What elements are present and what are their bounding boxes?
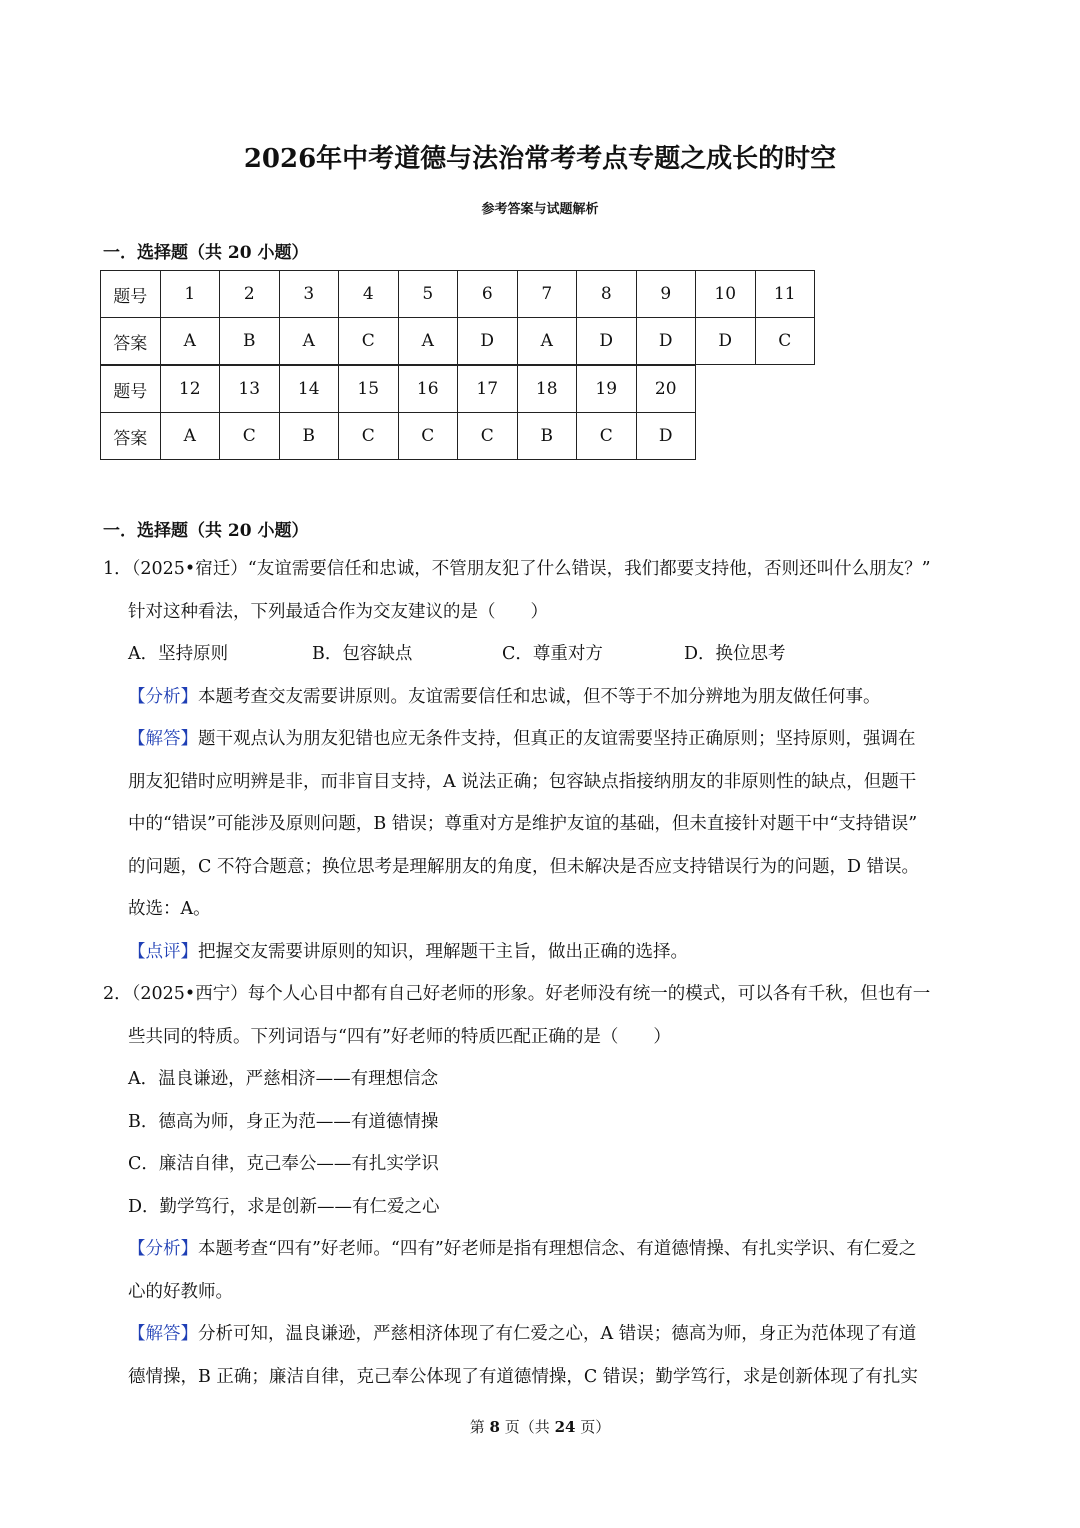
question-number-cell: 13 <box>220 366 280 413</box>
row-label-cell: 答案 <box>101 318 161 365</box>
footer-page-number: 8 <box>489 1418 500 1436</box>
question-number-cell: 4 <box>339 271 399 318</box>
document-title: 2026年中考道德与法治常考考点专题之成长的时空 <box>243 144 837 174</box>
table-row <box>101 318 815 365</box>
option-C: C．尊重对方 <box>502 644 603 664</box>
text-line <box>128 1016 671 1059</box>
text-line <box>128 803 917 846</box>
footer-prefix: 第 <box>469 1418 485 1436</box>
question-number-cell: 18 <box>517 366 577 413</box>
line-text: 的问题，C 不符合题意；换位思考是理解朋友的角度，但未解决是否应支持错误行为的问题，D 错误。 <box>128 856 920 877</box>
line-text: 题干观点认为朋友犯错也应无条件支持，但真正的友谊需要坚持正确原则；坚持原则，强调在 <box>198 729 916 749</box>
text-line <box>128 1143 439 1186</box>
answer-table-part2 <box>100 365 696 460</box>
text-line <box>128 846 919 889</box>
section-tag-label: 【解答】 <box>128 729 198 749</box>
question-number-cell: 15 <box>339 366 399 413</box>
line-text: C．廉洁自律，克己奉公——有扎实学识 <box>128 1154 439 1174</box>
line-text: 德情操，B 正确；廉洁自律，克己奉公体现了有道德情操，C 错误；勤学笃行，求是创新体现了有扎实 <box>128 1366 918 1387</box>
line-text: 故选：A。 <box>128 899 211 919</box>
text-line <box>128 1356 918 1399</box>
answer-cell: A <box>398 318 458 365</box>
text-line <box>103 548 931 591</box>
option-B: B．包容缺点 <box>312 644 413 664</box>
answer-cell: D <box>636 413 696 460</box>
answer-cell: C <box>398 413 458 460</box>
question-number-cell: 20 <box>636 366 696 413</box>
section-heading: 一．选择题（共 20 小题） <box>103 243 309 263</box>
question-number-cell: 14 <box>279 366 339 413</box>
document-subtitle: 参考答案与试题解析 <box>481 202 599 217</box>
answer-cell: A <box>160 413 220 460</box>
section-tag-label: 【分析】 <box>128 686 198 707</box>
text-line <box>128 1313 916 1356</box>
answer-cell: B <box>279 413 339 460</box>
text-line <box>128 718 916 761</box>
answer-cell: A <box>160 318 220 365</box>
line-text: 中的“错误”可能涉及原则问题，B 错误；尊重对方是维护友谊的基础，但未直接针对题干中“支持错误” <box>128 814 918 834</box>
text-line <box>128 1186 440 1229</box>
answer-cell: C <box>220 413 280 460</box>
answer-cell: A <box>279 318 339 365</box>
question-number-cell: 7 <box>517 271 577 318</box>
line-text: 2．（2025•西宁）每个人心目中都有自己好老师的形象。好老师没有统一的模式，可以各有千秋，但也有一 <box>103 984 931 1004</box>
line-text: A．温良谦逊，严慈相济——有理想信念 <box>128 1069 439 1089</box>
line-text: B．德高为师，身正为范——有道德情操 <box>128 1111 439 1132</box>
answer-cell: D <box>696 318 756 365</box>
line-text: 心的好教师。 <box>128 1281 233 1302</box>
footer-total-pages: 24 <box>554 1418 576 1436</box>
answer-cell: B <box>517 413 577 460</box>
answer-table-part1 <box>100 270 815 365</box>
answer-cell: C <box>755 318 815 365</box>
text-line <box>103 973 930 1016</box>
question-number-cell: 11 <box>755 271 815 318</box>
answer-cell: D <box>458 318 518 365</box>
line-text: 针对这种看法，下列最适合作为交友建议的是（ ） <box>128 601 548 622</box>
question-number-cell: 19 <box>577 366 637 413</box>
question-number-cell: 17 <box>458 366 518 413</box>
question-number-cell: 6 <box>458 271 518 318</box>
answer-cell: C <box>339 413 399 460</box>
section-tag-label: 【解答】 <box>128 1324 198 1344</box>
page-footer <box>0 1416 1080 1437</box>
text-line <box>128 931 688 974</box>
line-text: 1．（2025•宿迁）“友谊需要信任和忠诚，不管朋友犯了什么错误，我们都要支持他，否则还叫什么朋友？” <box>103 559 931 579</box>
text-line <box>128 676 881 719</box>
question-number-cell: 3 <box>279 271 339 318</box>
answer-cell: D <box>577 318 637 365</box>
line-text: 本题考查交友需要讲原则。友谊需要信任和忠诚，但不等于不加分辨地为朋友做任何事。 <box>198 686 881 707</box>
question-number-cell: 8 <box>577 271 637 318</box>
text-line <box>128 591 548 634</box>
question-number-cell: 9 <box>636 271 696 318</box>
question-number-cell: 2 <box>220 271 280 318</box>
answer-cell: D <box>636 318 696 365</box>
footer-suffix: 页） <box>580 1418 611 1436</box>
table-row <box>101 366 696 413</box>
text-line <box>128 1228 916 1271</box>
question-number-cell: 1 <box>160 271 220 318</box>
line-text: D．勤学笃行，求是创新——有仁爱之心 <box>128 1196 440 1217</box>
answer-cell: C <box>577 413 637 460</box>
text-line <box>128 761 916 804</box>
line-text: 分析可知，温良谦逊，严慈相济体现了有仁爱之心，A 错误；德高为师，身正为范体现了有道 <box>198 1324 917 1344</box>
answer-cell: A <box>517 318 577 365</box>
section-tag-label: 【点评】 <box>128 941 198 962</box>
table-row <box>101 271 815 318</box>
question-number-cell: 16 <box>398 366 458 413</box>
line-text: 些共同的特质。下列词语与“四有”好老师的特质匹配正确的是（ ） <box>128 1026 671 1047</box>
footer-mid: 页（共 <box>504 1418 550 1436</box>
answer-cell: B <box>220 318 280 365</box>
option-A: A．坚持原则 <box>128 644 229 664</box>
answer-cell: C <box>339 318 399 365</box>
question-number-cell: 12 <box>160 366 220 413</box>
text-line <box>128 1101 438 1144</box>
table-row <box>101 413 696 460</box>
line-text: 把握交友需要讲原则的知识，理解题干主旨，做出正确的选择。 <box>198 941 688 962</box>
row-label-cell: 题号 <box>101 271 161 318</box>
text-line <box>128 1271 233 1314</box>
section-heading-2: 一．选择题（共 20 小题） <box>103 521 309 541</box>
question-number-cell: 5 <box>398 271 458 318</box>
line-text: 朋友犯错时应明辨是非，而非盲目支持，A 说法正确；包容缺点指接纳朋友的非原则性的缺点，但题干 <box>128 771 917 792</box>
line-text: 本题考查“四有”好老师。“四有”好老师是指有理想信念、有道德情操、有扎实学识、有仁爱之 <box>198 1239 917 1259</box>
row-label-cell: 答案 <box>101 413 161 460</box>
section-tag-label: 【分析】 <box>128 1239 198 1259</box>
answer-cell: C <box>458 413 518 460</box>
question-number-cell: 10 <box>696 271 756 318</box>
row-label-cell: 题号 <box>101 366 161 413</box>
option-D: D．换位思考 <box>684 644 786 664</box>
text-line <box>128 1058 438 1101</box>
text-line <box>128 888 211 931</box>
